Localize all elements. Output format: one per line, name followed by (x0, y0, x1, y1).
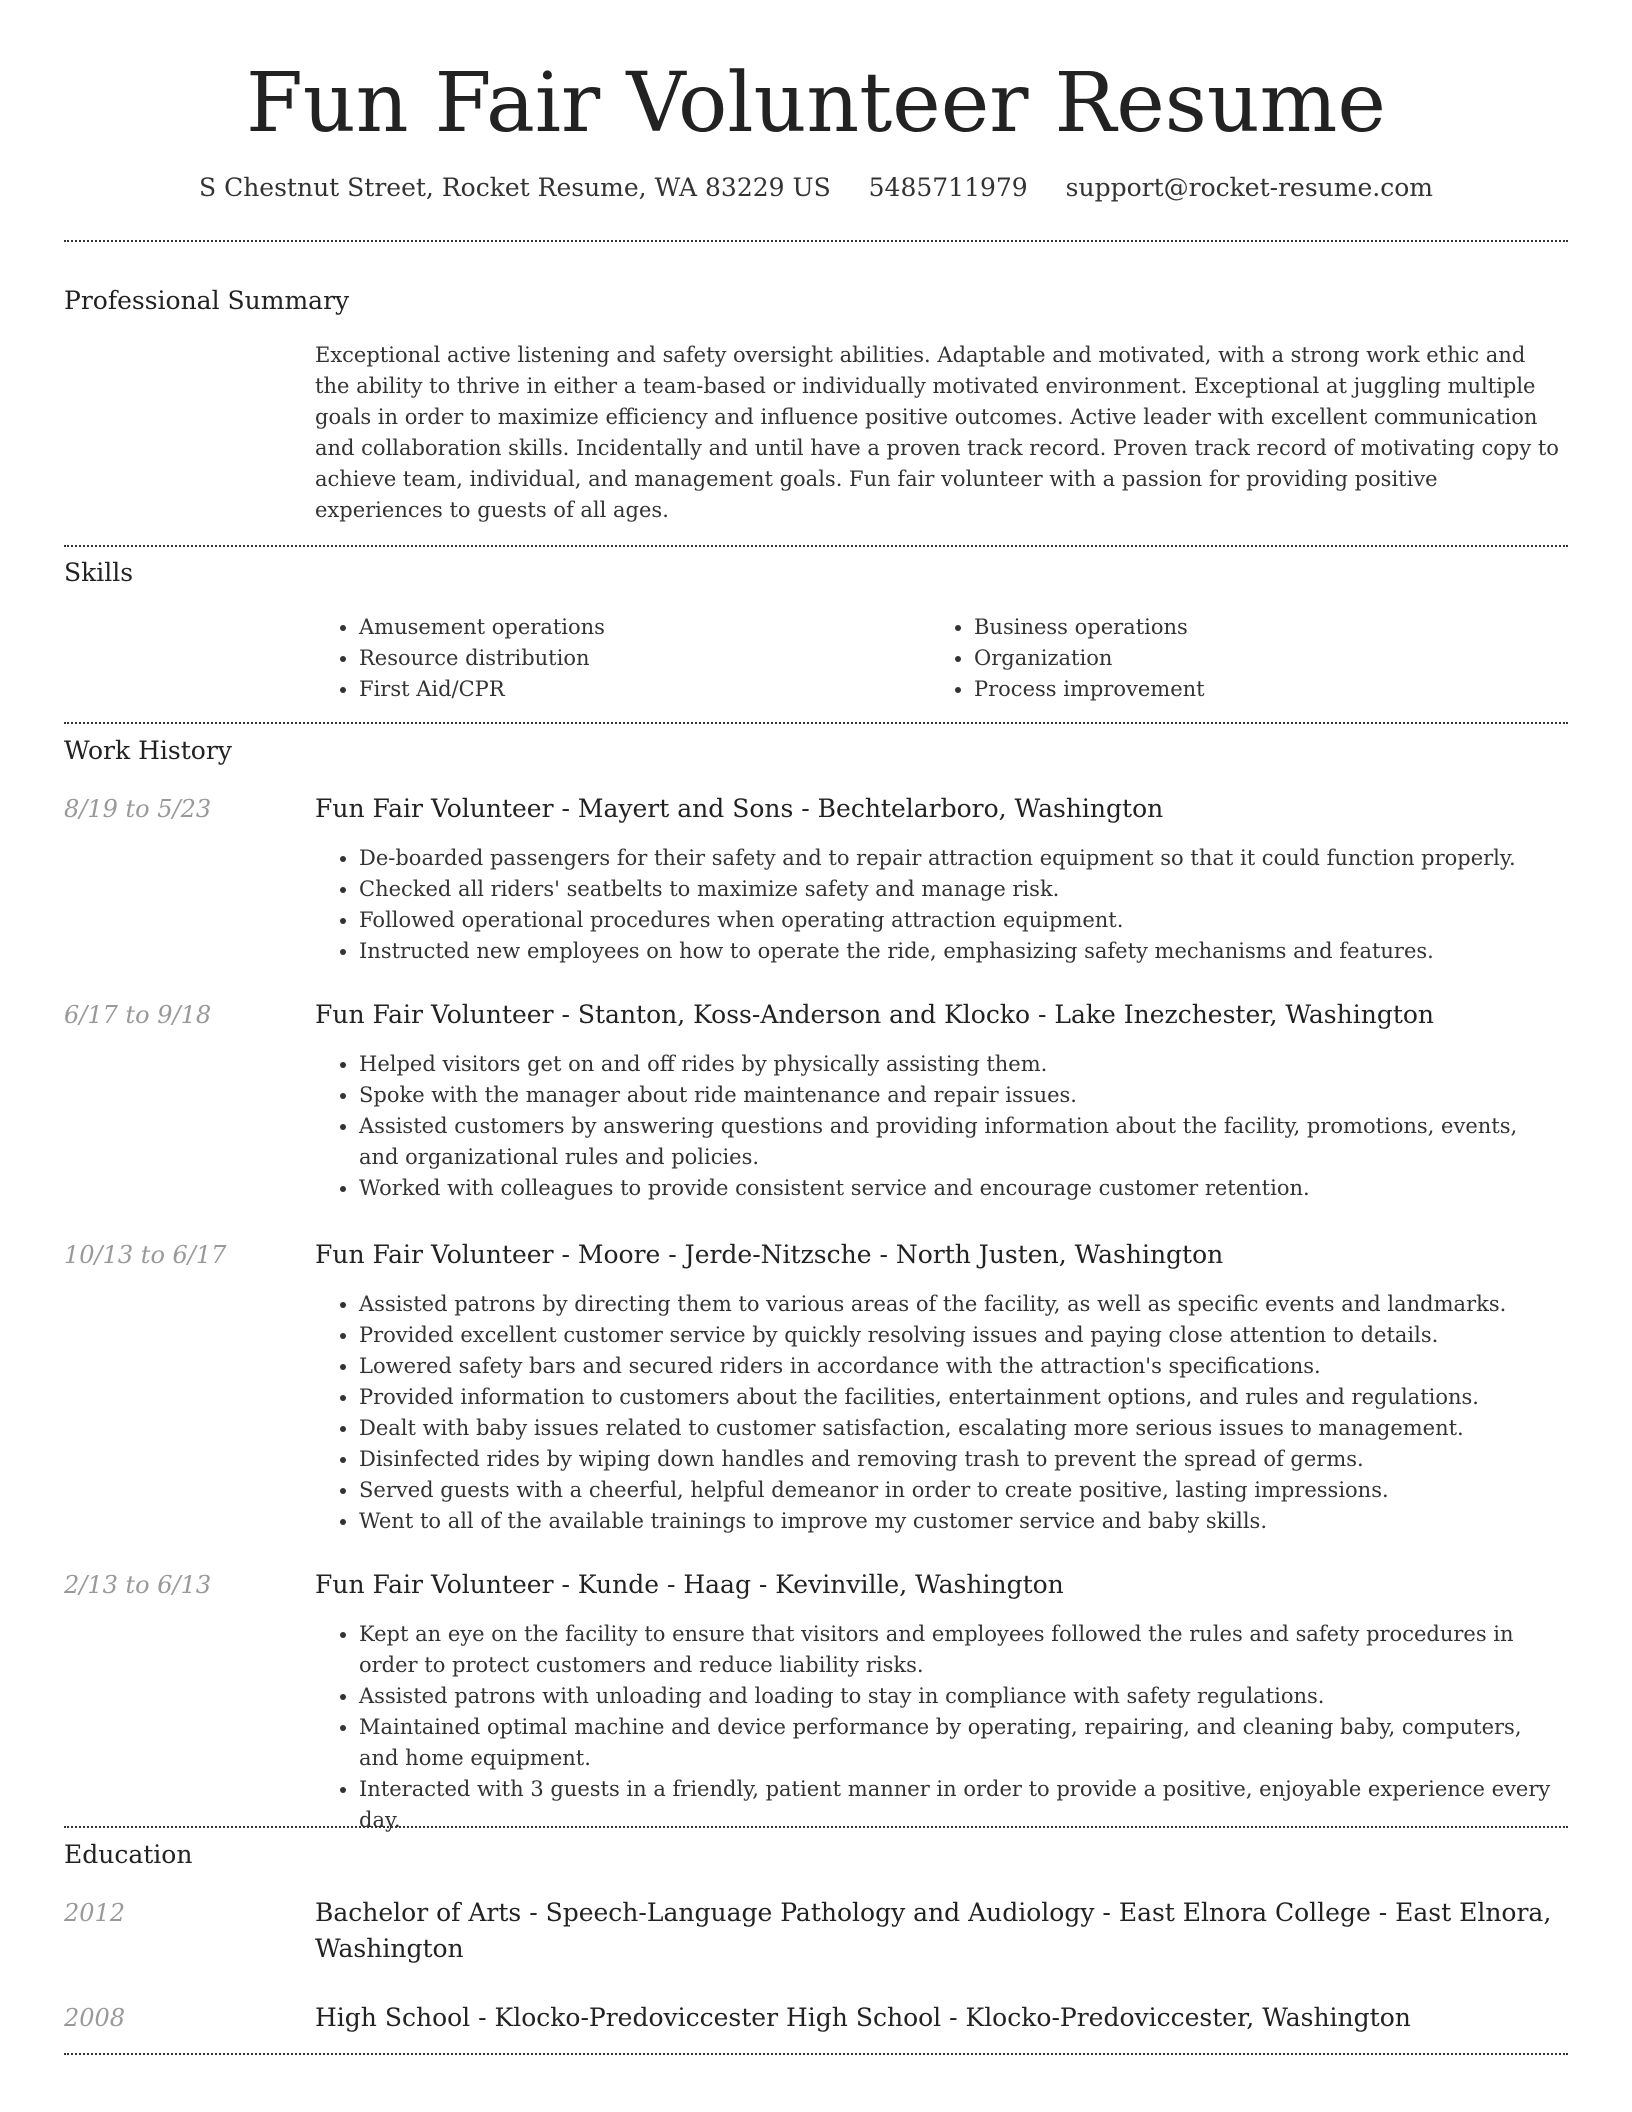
job-title: Fun Fair Volunteer - Mayert and Sons - Bechtelarboro, Washington (315, 794, 1164, 823)
job-bullet: • Lowered safety bars and secured riders in accordance with the attraction's specifications. (359, 1351, 1560, 1382)
divider (64, 2053, 1568, 2055)
resume-title: Fun Fair Volunteer Resume (246, 56, 1386, 151)
divider (64, 722, 1568, 724)
job-bullet: • Disinfected rides by wiping down handles and removing trash to prevent the spread of germs. (359, 1444, 1560, 1475)
skill-item: • Business operations (974, 612, 1490, 643)
job-bullet: • Helped visitors get on and off rides by physically assisting them. (359, 1049, 1560, 1080)
job-bullet: • Checked all riders' seatbelts to maximize safety and manage risk. (359, 874, 1560, 905)
skill-item: • First Aid/CPR (359, 674, 875, 705)
contact-line (0, 170, 1632, 206)
skill-item: • Amusement operations (359, 612, 875, 643)
skills-column-right (930, 612, 1490, 705)
education-year: 2012 (64, 1899, 126, 1927)
job-bullets (315, 1289, 1560, 1537)
contact-address: S Chestnut Street, Rocket Resume, WA 83229 US (199, 173, 831, 202)
job-title: Fun Fair Volunteer - Kunde - Haag - Kevinville, Washington (315, 1570, 1064, 1599)
job-bullets (315, 843, 1560, 967)
summary-text: Exceptional active listening and safety oversight abilities. Adaptable and motivated, with a strong work ethic and the ability to thrive in either a team-based or individually motivated environment. Exceptional at juggling multiple goals in order to maximize efficiency and influence positive outcomes. Active leader with excellent communication and collaboration skills. Incidentally and until have a proven track record. Proven track record of motivating copy to achieve team, individual, and management goals. Fun fair volunteer with a passion for providing positive experiences to guests of all ages. (315, 343, 1559, 522)
job-bullets (315, 1049, 1560, 1204)
job-bullet: • Interacted with 3 guests in a friendly, patient manner in order to provide a positive, enjoyable experience every day. (359, 1774, 1560, 1836)
job-dates: 8/19 to 5/23 (64, 795, 212, 823)
job-bullet: • Assisted patrons with unloading and loading to stay in compliance with safety regulations. (359, 1681, 1560, 1712)
job-dates: 2/13 to 6/13 (64, 1571, 212, 1599)
education-year: 2008 (64, 2004, 126, 2032)
job-dates: 6/17 to 9/18 (64, 1001, 212, 1029)
job-bullet: • Worked with colleagues to provide consistent service and encourage customer retention. (359, 1173, 1560, 1204)
skill-item: • Process improvement (974, 674, 1490, 705)
skills-column-left (315, 612, 875, 705)
job-bullet: • Assisted customers by answering questions and providing information about the facility, promotions, events, and organizational rules and policies. (359, 1111, 1560, 1173)
job-bullet: • Provided excellent customer service by quickly resolving issues and paying close attention to details. (359, 1320, 1560, 1351)
job-bullet: • Assisted patrons by directing them to various areas of the facility, as well as specific events and landmarks. (359, 1289, 1560, 1320)
job-bullet: • Provided information to customers about the facilities, entertainment options, and rules and regulations. (359, 1382, 1560, 1413)
job-bullet: • Instructed new employees on how to operate the ride, emphasizing safety mechanisms and features. (359, 936, 1560, 967)
divider (64, 240, 1568, 242)
job-bullet: • Kept an eye on the facility to ensure that visitors and employees followed the rules and safety procedures in order to protect customers and reduce liability risks. (359, 1619, 1560, 1681)
section-heading-skills: Skills (64, 558, 134, 587)
contact-email: support@rocket-resume.com (1065, 173, 1433, 202)
job-bullet: • Went to all of the available trainings to improve my customer service and baby skills. (359, 1506, 1560, 1537)
job-dates: 10/13 to 6/17 (64, 1241, 227, 1269)
education-degree: High School - Klocko-Predoviccester High School - Klocko-Predoviccester, Washington (315, 2003, 1411, 2032)
job-bullets (315, 1619, 1560, 1836)
job-bullet: • Followed operational procedures when operating attraction equipment. (359, 905, 1560, 936)
job-bullet: • Served guests with a cheerful, helpful demeanor in order to create positive, lasting impressions. (359, 1475, 1560, 1506)
education-degree: Bachelor of Arts - Speech-Language Pathology and Audiology - East Elnora College - East Elnora, Washington (315, 1898, 1552, 1963)
job-bullet: • Spoke with the manager about ride maintenance and repair issues. (359, 1080, 1560, 1111)
divider (64, 545, 1568, 547)
section-heading-education: Education (64, 1840, 193, 1869)
job-title: Fun Fair Volunteer - Moore - Jerde-Nitzsche - North Justen, Washington (315, 1240, 1224, 1269)
skill-item: • Organization (974, 643, 1490, 674)
job-title: Fun Fair Volunteer - Stanton, Koss-Anderson and Klocko - Lake Inezchester, Washington (315, 1000, 1435, 1029)
job-bullet: • Dealt with baby issues related to customer satisfaction, escalating more serious issues to management. (359, 1413, 1560, 1444)
section-heading-work-history: Work History (64, 736, 232, 765)
section-heading-summary: Professional Summary (64, 286, 350, 315)
job-bullet: • Maintained optimal machine and device performance by operating, repairing, and cleaning baby, computers, and home equipment. (359, 1712, 1560, 1774)
job-bullet: • De-boarded passengers for their safety and to repair attraction equipment so that it could function properly. (359, 843, 1560, 874)
contact-phone: 5485711979 (868, 173, 1028, 202)
divider (64, 1826, 1568, 1828)
skill-item: • Resource distribution (359, 643, 875, 674)
